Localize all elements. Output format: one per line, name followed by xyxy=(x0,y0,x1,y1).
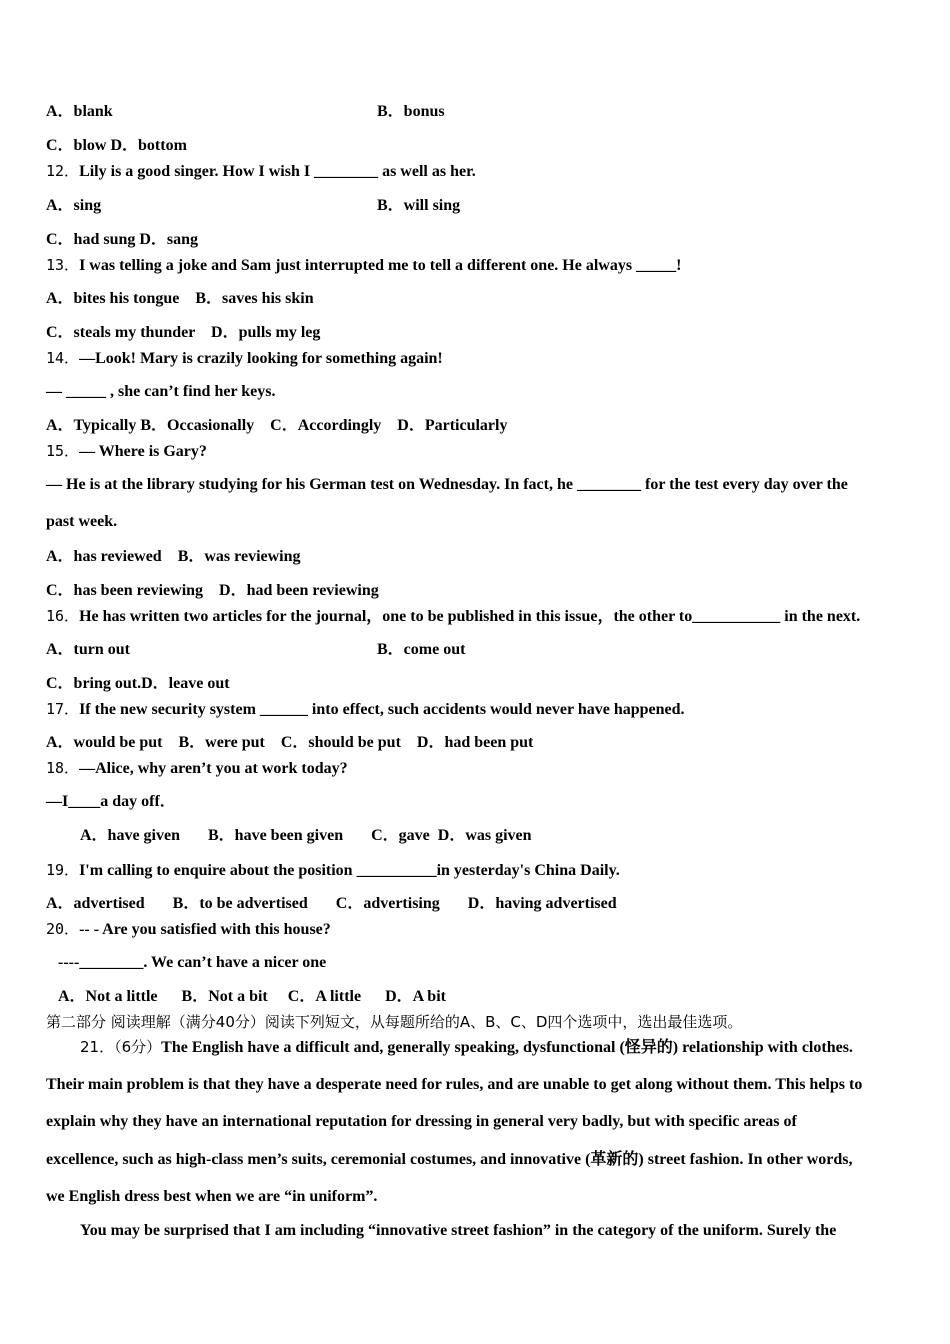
q14-options: A．Typically B．Occasionally C．Accordingly D．Particularly xyxy=(46,417,508,434)
q15-stem xyxy=(46,441,207,462)
q14-reply: — _____ , she can’t find her keys. xyxy=(46,383,276,400)
q18-stem-text: —Alice, why aren’t you at work today? xyxy=(79,760,348,777)
part2-heading: 第二部分 阅读理解（满分40分）阅读下列短文，从每题所给的A、B、C、D四个选项中，选出最佳选项。 xyxy=(46,1013,743,1031)
q17-stem-text: If the new security system ______ into effect, such accidents would never have happened. xyxy=(79,701,685,718)
q20-stem xyxy=(46,919,331,940)
q17-options: A．would be put B．were put C．should be put D．had been put xyxy=(46,734,534,751)
q12-options-cd: C．had sung D．sang xyxy=(46,231,199,248)
q16-number: 16． xyxy=(46,607,80,625)
q20-options: A．Not a little B．Not a bit C．A little D．A bit xyxy=(58,988,446,1005)
q21-line3: explain why they have an international reputation for dressing in general very badly, but with specific areas of xyxy=(46,1113,797,1130)
q21-line6: You may be surprised that I am including “innovative street fashion” in the category of the uniform. Surely the xyxy=(80,1222,837,1239)
q11-option-b: B．bonus xyxy=(377,103,445,120)
q18-options: A．have given B．have been given C．gave D．was given xyxy=(80,827,532,844)
q13-stem-text: I was telling a joke and Sam just interrupted me to tell a different one. He always _____! xyxy=(79,257,682,274)
q14-number: 14． xyxy=(46,349,80,367)
q12-stem-text: Lily is a good singer. How I wish I ________ as well as her. xyxy=(79,163,476,180)
q16-options-cd: C．bring out.D．leave out xyxy=(46,675,230,692)
q17-stem xyxy=(46,699,685,720)
q21-line4: excellence, such as high-class men’s suits, ceremonial costumes, and innovative (革新的) street fashion. In other words, xyxy=(46,1151,853,1168)
q20-stem-text: -- - Are you satisfied with this house? xyxy=(79,921,331,938)
q21-line1 xyxy=(80,1037,853,1058)
q16-stem-text: He has written two articles for the journal，one to be published in this issue，the other to___________ in the next. xyxy=(79,608,861,625)
q21-line2: Their main problem is that they have a desperate need for rules, and are unable to get along without them. This helps to xyxy=(46,1076,863,1093)
q12-option-b: B．will sing xyxy=(377,197,461,214)
q20-reply: ----________. We can’t have a nicer one xyxy=(58,954,327,971)
q19-number: 19． xyxy=(46,861,80,879)
q12-stem xyxy=(46,161,476,182)
q16-stem xyxy=(46,606,860,627)
q18-stem xyxy=(46,758,348,779)
q15-number: 15． xyxy=(46,442,80,460)
q20-number: 20． xyxy=(46,920,80,938)
q18-reply: —I____a day off． xyxy=(46,793,176,810)
q12-number: 12． xyxy=(46,162,80,180)
q16-option-a: A．turn out xyxy=(46,641,131,658)
q19-options: A．advertised B．to be advertised C．advertising D．having advertised xyxy=(46,895,617,912)
q15-reply-line2: past week. xyxy=(46,513,118,530)
q13-options-cd: C．steals my thunder D．pulls my leg xyxy=(46,324,321,341)
q11-option-a: A．blank xyxy=(46,103,113,120)
q11-options-cd: C．blow D．bottom xyxy=(46,137,187,154)
q13-options-ab: A．bites his tongue B．saves his skin xyxy=(46,290,314,307)
q15-options-ab: A．has reviewed B．was reviewing xyxy=(46,548,301,565)
q15-reply-line1: — He is at the library studying for his German test on Wednesday. In fact, he ________ for the test every day over the xyxy=(46,476,848,493)
q19-stem xyxy=(46,860,620,881)
q21-number: 21．（6分） xyxy=(80,1038,162,1056)
q15-options-cd: C．has been reviewing D．had been reviewing xyxy=(46,582,379,599)
q13-stem xyxy=(46,255,681,276)
q16-option-b: B．come out xyxy=(377,641,466,658)
q17-number: 17． xyxy=(46,700,80,718)
q21-line1-text: The English have a difficult and, generally speaking, dysfunctional (怪异的) relationship with clothes. xyxy=(161,1039,853,1056)
q15-stem-text: — Where is Gary? xyxy=(79,443,207,460)
q14-stem-text: —Look! Mary is crazily looking for something again! xyxy=(79,350,443,367)
q18-number: 18． xyxy=(46,759,80,777)
q19-stem-text: I'm calling to enquire about the position __________in yesterday's China Daily. xyxy=(79,862,620,879)
q14-stem xyxy=(46,348,443,369)
q21-line5: we English dress best when we are “in uniform”. xyxy=(46,1188,378,1205)
q13-number: 13． xyxy=(46,256,80,274)
q12-option-a: A．sing xyxy=(46,197,102,214)
